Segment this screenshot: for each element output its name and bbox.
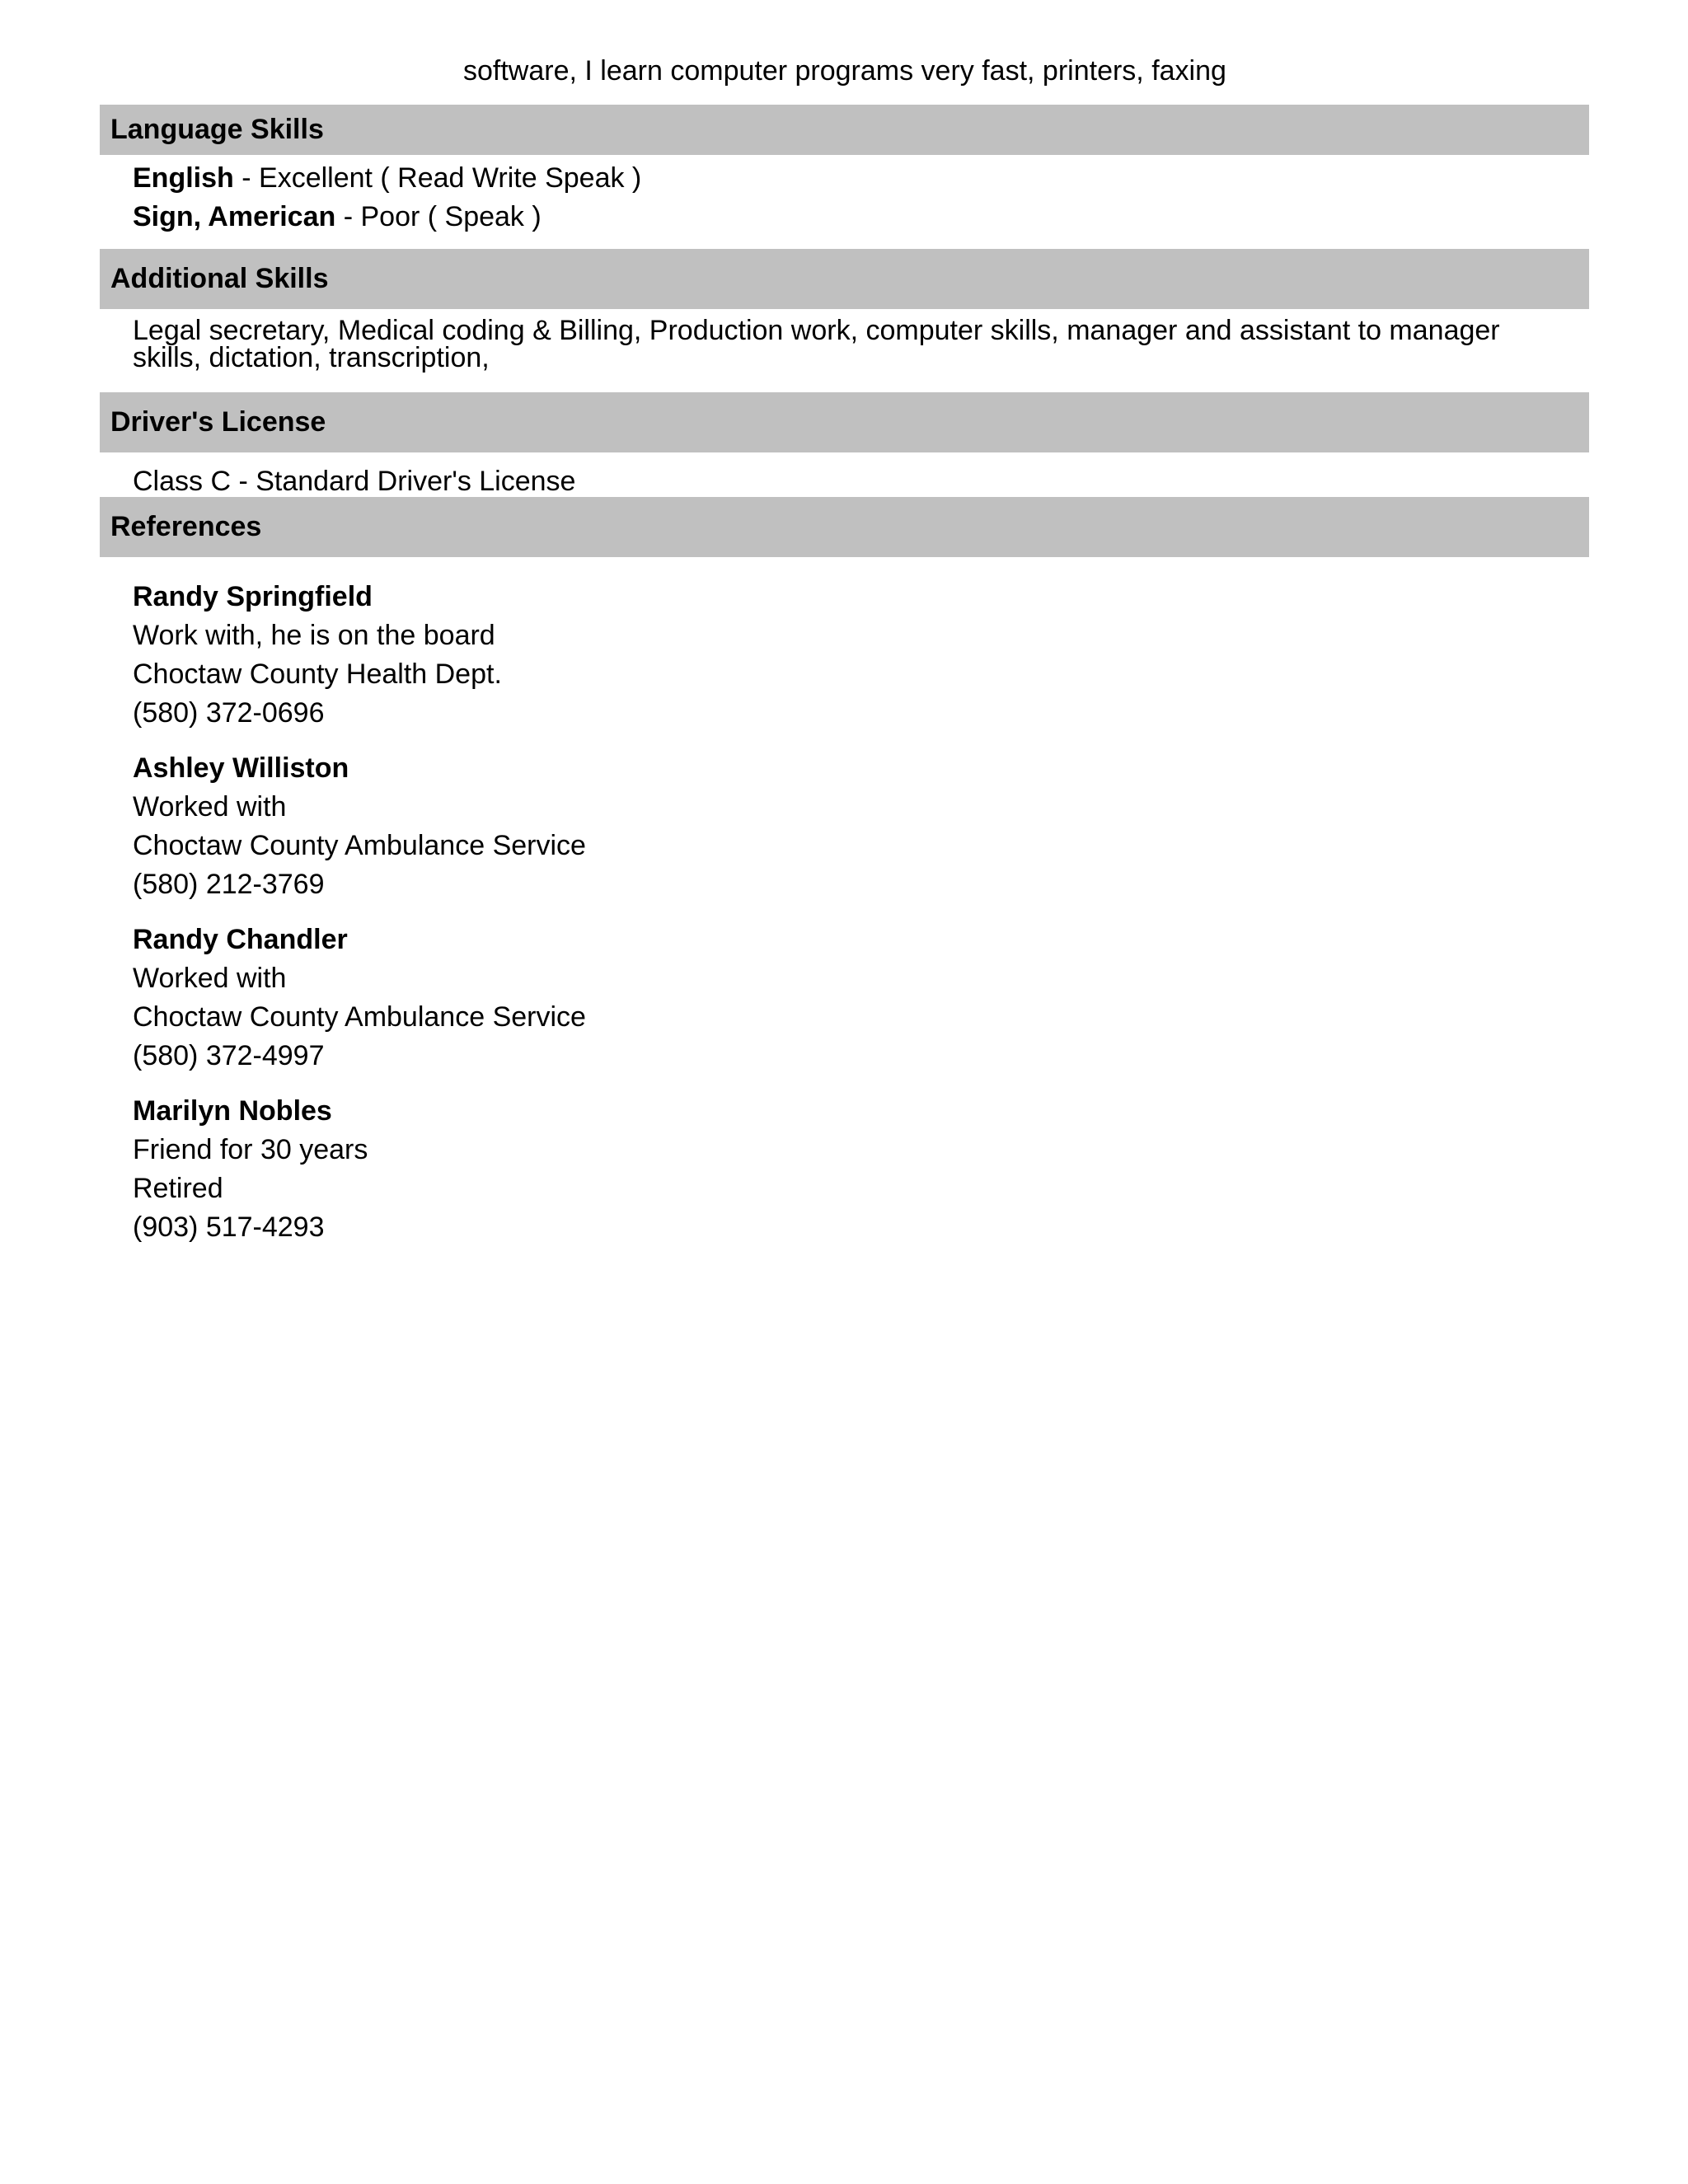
- language-proficiency: - Excellent ( Read Write Speak ): [233, 162, 642, 194]
- language-name: English: [133, 162, 234, 194]
- section-header-additional-skills: [100, 249, 1589, 309]
- reference-entry: [133, 1092, 368, 1247]
- reference-phone: (580) 212-3769: [133, 869, 325, 900]
- section-title: Driver's License: [110, 406, 326, 438]
- reference-relation: Work with, he is on the board: [133, 620, 495, 651]
- reference-relation: Worked with: [133, 963, 287, 994]
- reference-phone: (580) 372-4997: [133, 1040, 325, 1071]
- section-header-references: [100, 497, 1589, 557]
- reference-relation: Friend for 30 years: [133, 1134, 368, 1165]
- reference-name: Ashley Williston: [133, 752, 349, 784]
- language-proficiency: - Poor ( Speak ): [335, 201, 542, 232]
- reference-organization: Retired: [133, 1173, 223, 1204]
- reference-phone: (903) 517-4293: [133, 1212, 325, 1243]
- reference-entry: [133, 921, 586, 1076]
- section-title: References: [110, 511, 262, 542]
- language-item: [133, 200, 542, 233]
- section-header-drivers-license: [100, 392, 1589, 452]
- language-name: Sign, American: [133, 201, 336, 232]
- reference-entry: [133, 578, 502, 733]
- reference-name: Randy Springfield: [133, 581, 373, 612]
- section-title: Language Skills: [110, 114, 324, 145]
- section-header-language-skills: [100, 105, 1589, 155]
- reference-relation: Worked with: [133, 791, 287, 823]
- drivers-license-text: Class C - Standard Driver's License: [133, 466, 576, 497]
- reference-organization: Choctaw County Ambulance Service: [133, 830, 586, 861]
- reference-name: Randy Chandler: [133, 924, 348, 955]
- additional-skills-text: Legal secretary, Medical coding & Billing, Production work, computer skills, manager and assistant to manager skills, dictation, transcription,: [133, 315, 1500, 373]
- section-title: Additional Skills: [110, 263, 329, 294]
- reference-entry: [133, 749, 586, 904]
- reference-organization: Choctaw County Ambulance Service: [133, 1001, 586, 1033]
- reference-organization: Choctaw County Health Dept.: [133, 658, 502, 690]
- skills-carry-over-text: software, I learn computer programs very fast, printers, faxing: [463, 55, 1226, 87]
- language-item: [133, 162, 641, 194]
- reference-name: Marilyn Nobles: [133, 1095, 332, 1127]
- reference-phone: (580) 372-0696: [133, 697, 325, 729]
